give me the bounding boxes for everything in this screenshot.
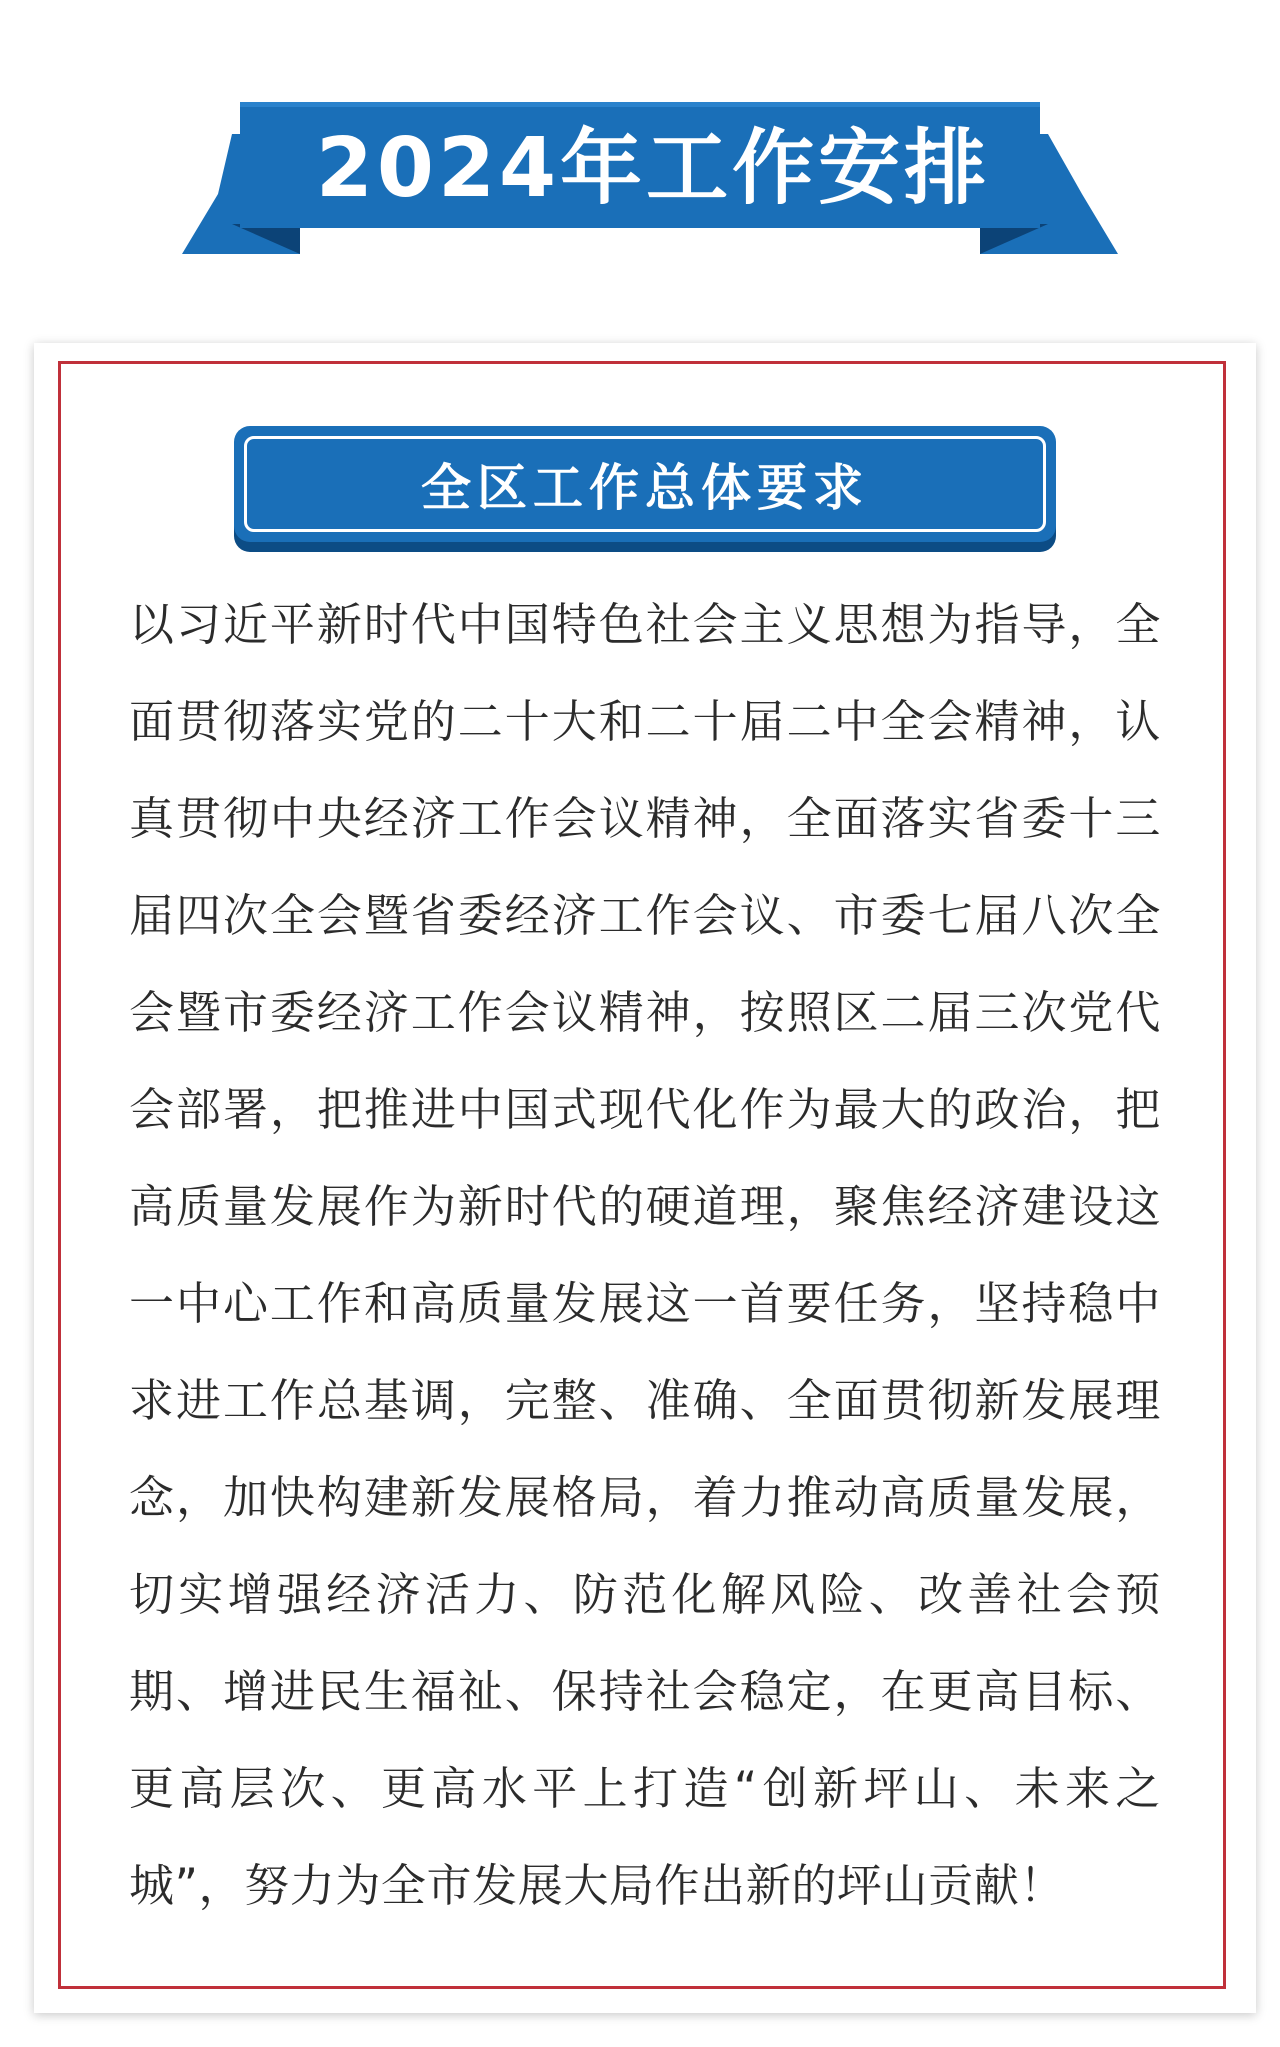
section-heading-box bbox=[234, 426, 1056, 552]
section-heading: 全区工作总体要求 bbox=[421, 459, 869, 517]
content-card bbox=[34, 343, 1256, 2013]
title-banner bbox=[0, 0, 1280, 270]
banner-title: 2024年工作安排 bbox=[315, 120, 991, 216]
red-frame bbox=[58, 361, 1226, 1989]
body-paragraph: 以习近平新时代中国特色社会主义思想为指导，全面贯彻落实党的二十大和二十届二中全会精神，认真贯彻中央经济工作会议精神，全面落实省委十三届四次全会暨省委经济工作会议、市委七届八次全会暨市委经济工作会议精神，按照区二届三次党代会部署，把推进中国式现代化作为最大的政治，把高质量发展作为新时代的硬道理，聚焦经济建设这一中心工作和高质量发展这一首要任务，坚持稳中求进工作总基调，完整、准确、全面贯彻新发展理念，加快构建新发展格局，着力推动高质量发展，切实增强经济活力、防范化解风险、改善社会预期、增进民生福祉、保持社会稳定，在更高目标、更高层次、更高水平上打造“创新坪山、未来之城”，努力为全市发展大局作出新的坪山贡献！ bbox=[129, 598, 1161, 1912]
